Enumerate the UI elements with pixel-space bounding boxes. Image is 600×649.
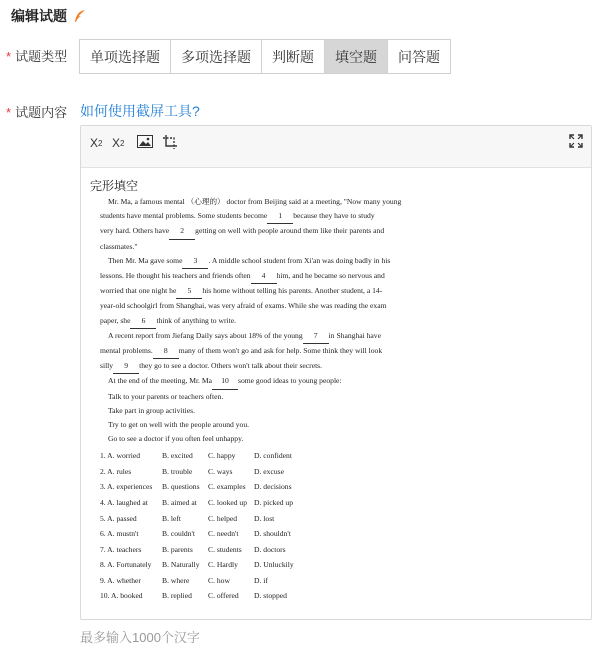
option-b: B. questions [162,482,200,492]
option-a: 10. A. booked [100,591,143,601]
passage-line: Try to get on well with the people around you. [108,420,250,430]
superscript-mark: 2 [120,138,125,148]
passage-text: many of them won't go and ask for help. Some think they will look [178,346,383,356]
option-d: D. decisions [254,482,292,492]
option-a: 9. A. whether [100,575,141,585]
option-d: D. stopped [254,591,287,601]
tab-single-choice[interactable]: 单项选择题 [80,40,171,73]
fullscreen-icon[interactable] [569,134,583,148]
passage-line: Mr. Ma, a famous mental （心理的） doctor from Beijing said at a meeting, "Now many young [108,197,402,206]
option-c: C. students [208,544,242,554]
required-asterisk: * [6,49,12,64]
type-field-label [6,46,67,65]
passage-text: Then Mr. Ma gave some [108,255,183,265]
blank: 5 [176,284,202,299]
tab-multiple-choice[interactable]: 多项选择题 [171,40,262,73]
option-d: D. if [254,575,268,585]
option-a: 6. A. mustn't [100,529,139,539]
option-d: D. Unluckily [254,560,294,570]
passage-line [100,284,456,299]
option-c: C. ways [208,466,233,476]
option-row [100,589,456,605]
option-row [100,573,456,589]
option-c: C. looked up [208,497,248,507]
superscript-icon[interactable] [112,134,124,152]
option-b: B. trouble [162,466,193,476]
subscript-label: X [90,136,99,150]
option-c: C. examples [208,482,246,492]
passage-line [100,359,456,374]
option-row [100,448,456,464]
option-c: C. needn't [208,529,239,539]
passage-text: lessons. He thought his teachers and friends often [100,271,251,281]
option-d: D. excuse [254,466,284,476]
option-a: 1. A. worried [100,451,141,461]
passage-line: Talk to your parents or teachers often. [108,391,224,401]
option-row [100,526,456,542]
option-row [100,480,456,496]
passage-text: very hard. Others have [100,226,170,236]
passage-line [100,254,456,269]
passage-line [100,269,456,284]
option-b: B. where [162,575,190,585]
screenshot-help-link[interactable]: 如何使用截屏工具? [80,103,200,119]
content-label-text: 试题内容 [15,105,68,120]
passage-screenshot [100,195,456,603]
option-a: 2. A. rules [100,466,132,476]
passage-text: in Shanghai have [328,330,381,340]
passage-line [100,314,456,329]
option-a: 8. A. Fortunately [100,560,152,570]
image-icon[interactable] [137,135,153,149]
passage-text: him, and he became so nervous and [276,271,385,281]
passage-line: classmates." [100,241,138,251]
passage-line: Go to see a doctor if you often feel unhappy. [108,434,244,444]
tab-essay[interactable]: 问答题 [388,40,450,73]
passage-text: students have mental problems. Some students become [100,211,268,221]
option-row [100,558,456,574]
passage-text: At the end of the meeting, Mr. Ma [108,376,212,386]
passage-line [100,329,456,344]
option-a: 7. A. teachers [100,544,142,554]
option-a: 3. A. experiences [100,482,153,492]
option-row [100,464,456,480]
screenshot-icon[interactable] [163,135,177,149]
subscript-mark: 2 [98,138,103,148]
tab-true-false[interactable]: 判断题 [262,40,325,73]
page-title [11,6,87,26]
blank: 2 [169,224,195,239]
option-b: B. excited [162,451,193,461]
blank: 1 [267,209,293,224]
passage-text: because they have to study [293,211,375,221]
passage-text: some good ideas to young people: [237,376,342,386]
passage-line [100,344,456,359]
option-b: B. Naturally [162,560,200,570]
option-d: D. picked up [254,497,294,507]
passage-text: . A middle school student from Xi'an was doing badly in his [208,255,391,265]
option-a: 5. A. passed [100,513,137,523]
type-label-text: 试题类型 [15,49,68,64]
options-list [100,448,456,604]
passage-text: think of anything to write. [156,315,236,325]
option-d: D. shouldn't [254,529,291,539]
blank: 10 [212,374,238,389]
passage-line [100,209,456,224]
rich-text-editor[interactable] [80,125,592,620]
blank: 8 [153,344,179,359]
option-row [100,495,456,511]
option-b: B. parents [162,544,193,554]
blank: 6 [130,314,156,329]
required-asterisk: * [6,105,12,120]
option-d: D. confident [254,451,292,461]
passage-text: worried that one night he [100,286,177,296]
passage-text: paper, she [100,315,131,325]
editor-content[interactable] [81,169,591,619]
superscript-label: X [112,136,121,150]
passage-title: 完形填空 [90,179,139,193]
char-limit-hint: 最多输入1000个汉字 [80,630,200,645]
passage-text: mental problems. [100,346,153,356]
option-b: B. replied [162,591,192,601]
passage-line [100,374,456,389]
blank: 3 [182,254,208,269]
blank: 7 [303,329,329,344]
page-title-text: 编辑试题 [11,8,67,24]
option-c: C. helped [208,513,238,523]
option-b: B. couldn't [162,529,196,539]
passage-text: getting on well with people around them like their parents and [195,226,385,236]
option-c: C. Hardly [208,560,238,570]
blank: 4 [251,269,277,284]
passage-line [100,224,456,239]
passage-text: silly [100,361,114,371]
editor-toolbar [81,126,591,168]
question-type-tabs [79,39,451,74]
option-d: D. lost [254,513,275,523]
content-field-label [6,102,67,121]
option-c: C. offered [208,591,239,601]
subscript-icon[interactable] [90,134,102,152]
passage-text: his home without telling his parents. Another student, a 14- [202,286,383,296]
tab-fill-blank[interactable]: 填空题 [325,40,388,73]
passage-line: year-old schoolgirl from Shanghai, was very afraid of exams. While she was reading the exam [100,301,387,311]
option-row [100,542,456,558]
option-a: 4. A. laughed at [100,497,148,507]
option-row [100,511,456,527]
passage-text: A recent report from Jiefang Daily says about 18% of the young [108,330,303,340]
edit-feather-icon [73,9,87,23]
option-c: C. happy [208,451,236,461]
blank: 9 [113,359,139,374]
option-c: C. how [208,575,230,585]
option-b: B. aimed at [162,497,197,507]
option-b: B. left [162,513,181,523]
passage-text: they go to see a doctor. Others won't talk about their secrets. [139,361,323,371]
option-d: D. doctors [254,544,286,554]
passage-line: Take part in group activities. [108,405,195,415]
